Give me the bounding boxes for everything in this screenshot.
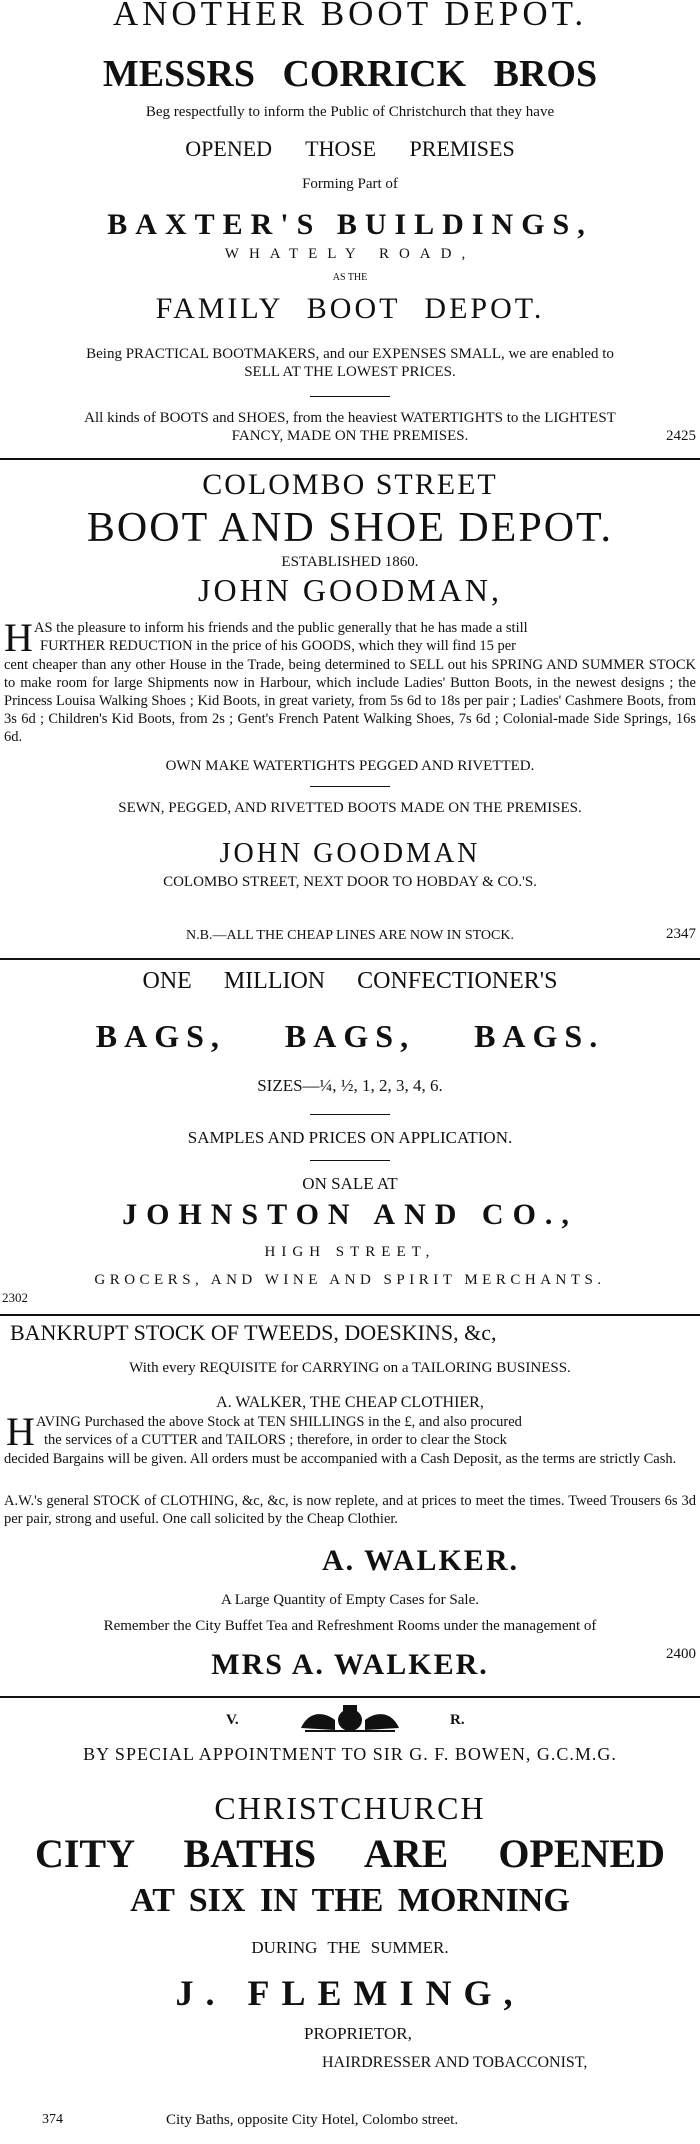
road-name: WHATELY ROAD, (224, 246, 476, 262)
kinds-line-2: FANCY, MADE ON THE PREMISES. (231, 428, 469, 444)
street-line: HIGH STREET, (264, 1244, 436, 1260)
confectioner-heading: ONE MILLION CONFECTIONER'S (142, 968, 558, 994)
sizes-line: SIZES—¼, ½, 1, 2, 3, 4, 6. (257, 1076, 443, 1095)
mrs-walker-name: MRS A. WALKER. (211, 1648, 489, 1681)
opened-line: OPENED THOSE PREMISES (185, 136, 515, 161)
appointment-line: BY SPECIAL APPOINTMENT TO SIR G. F. BOWEN, G.C.M.G. (83, 1744, 617, 1764)
general-stock-paragraph: A.W.'s general STOCK of CLOTHING, &c, &c, is now replete, and at prices to meet the times. Tweed Trousers 6s 3d per pair, strong and useful. One call solicited by the Cheap Clothier. (4, 1493, 696, 1527)
intro-line: Beg respectfully to inform the Public of Christchurch that they have (145, 104, 555, 120)
ad-number: 2302 (2, 1290, 28, 1305)
short-rule (310, 1160, 390, 1161)
nb-line: N.B.—ALL THE CHEAP LINES ARE NOW IN STOCK. (186, 928, 514, 943)
ad-number: 2400 (666, 1646, 696, 1662)
own-make-line: OWN MAKE WATERTIGHTS PEGGED AND RIVETTED. (165, 758, 535, 774)
body-paragraph: cent cheaper than any other House in the Trade, being determined to SELL out his SPRING AND SUMMER STOCK to make room for large Shipments now in Harbour, which include Ladies' Button Boots, in the newest designs ; the Princess Louisa Walking Shoes ; Kid Boots, in great variety, from 5s 6d to 18s per pair ; Ladies' Cashmere Boots, from 3s 6d ; Children's Kid Boots, from 2s ; Gent's French Patent Walking Shoes, 7s 6d ; Colonial-made Side Springs, 16s 6d. (4, 657, 696, 745)
signature-name: A. WALKER. (322, 1544, 519, 1577)
depot-name: FAMILY BOOT DEPOT. (155, 292, 545, 325)
royal-v: V. (226, 1712, 239, 1728)
short-rule (310, 786, 390, 787)
proprietor-name: JOHN GOODMAN, (198, 572, 502, 608)
ad-number: 374 (42, 2112, 63, 2127)
practical-line-2: SELL AT THE LOWEST PRICES. (244, 364, 456, 380)
ad-number: 2425 (666, 428, 696, 444)
divider (0, 1696, 700, 1698)
christchurch-heading: CHRISTCHURCH (214, 1790, 486, 1826)
trade-line: HAIRDRESSER AND TOBACCONIST, (322, 2054, 588, 2071)
forming-line: Forming Part of (302, 176, 398, 192)
divider (0, 1314, 700, 1316)
sewn-line: SEWN, PEGGED, AND RIVETTED BOOTS MADE ON THE PREMISES. (118, 800, 582, 816)
firm-name: JOHNSTON AND CO., (122, 1198, 578, 1231)
drop-cap: H (6, 1409, 35, 1454)
merchants-line: GROCERS, AND WINE AND SPIRIT MERCHANTS. (94, 1272, 606, 1288)
drop-cap: H (4, 615, 33, 660)
short-rule (310, 396, 390, 397)
buffet-line: Remember the City Buffet Tea and Refreshment Rooms under the management of (103, 1618, 597, 1634)
royal-coat-of-arms-icon (295, 1704, 405, 1734)
body-line: AVING Purchased the above Stock at TEN SHILLINGS in the £, and also procured (36, 1414, 522, 1430)
ad-header: ANOTHER BOOT DEPOT. (112, 0, 588, 33)
during-summer-line: DURING THE SUMMER. (251, 1938, 449, 1957)
divider (0, 958, 700, 960)
practical-line: Being PRACTICAL BOOTMAKERS, and our EXPENSES SMALL, we are enabled to (86, 346, 614, 362)
bankrupt-heading: BANKRUPT STOCK OF TWEEDS, DOESKINS, &c, (10, 1320, 497, 1345)
kinds-line: All kinds of BOOTS and SHOES, from the heaviest WATERTIGHTS to the LIGHTEST (84, 410, 616, 426)
city-baths-headline: CITY BATHS ARE OPENED (34, 1831, 666, 1876)
samples-line: SAMPLES AND PRICES ON APPLICATION. (187, 1128, 513, 1147)
depot-title: BOOT AND SHOE DEPOT. (86, 505, 614, 551)
proprietor-name: J. FLEMING, (175, 1973, 525, 2013)
established-line: ESTABLISHED 1860. (281, 554, 419, 570)
firm-name: MESSRS CORRICK BROS (102, 53, 598, 95)
street-heading: COLOMBO STREET (202, 468, 498, 501)
requisite-line: With every REQUISITE for CARRYING on a TAILORING BUSINESS. (129, 1360, 571, 1376)
six-morning-line: AT SIX IN THE MORNING (130, 1882, 570, 1919)
divider (0, 458, 700, 460)
bags-heading: BAGS, BAGS, BAGS. (95, 1018, 605, 1054)
body-line: AS the pleasure to inform his friends and the public generally that he has made a still (34, 620, 528, 636)
ad-number: 2347 (666, 926, 696, 942)
body-line: the services of a CUTTER and TAILORS ; therefore, in order to clear the Stock (44, 1432, 507, 1448)
clothier-line: A. WALKER, THE CHEAP CLOTHIER, (216, 1394, 484, 1411)
address-line: City Baths, opposite City Hotel, Colombo street. (166, 2112, 459, 2128)
proprietor-title: PROPRIETOR, (304, 2024, 412, 2043)
as-the-line: AS THE (332, 272, 368, 283)
buildings-name: BAXTER'S BUILDINGS, (107, 208, 593, 241)
address-line: COLOMBO STREET, NEXT DOOR TO HOBDAY & CO.'S. (163, 874, 537, 890)
empty-cases-line: A Large Quantity of Empty Cases for Sale. (220, 1592, 479, 1608)
proprietor-name-2: JOHN GOODMAN (219, 838, 481, 869)
body-line: FURTHER REDUCTION in the price of his GOODS, which they will find 15 per (40, 638, 516, 654)
royal-r: R. (450, 1712, 465, 1728)
on-sale-line: ON SALE AT (302, 1174, 398, 1193)
short-rule (310, 1114, 390, 1115)
body-paragraph: decided Bargains will be given. All orders must be accompanied with a Cash Deposit, as the terms are strictly Cash. (4, 1451, 677, 1467)
